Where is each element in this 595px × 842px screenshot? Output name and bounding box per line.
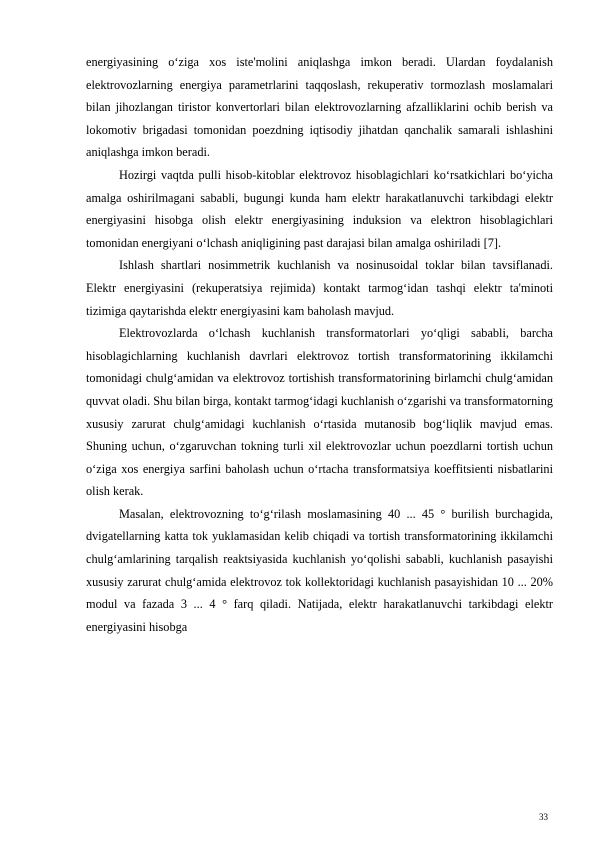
paragraph-3: Ishlash shartlari nosimmetrik kuchlanish va nosinusoidal toklar bilan tavsiflanadi. Elektr energiyasini (rekuperatsiya rejimida) kontakt tarmog‘idan tashqi elektr ta'minoti tizimiga qaytarishda elektr energiyasini kam baholash mavjud. bbox=[86, 258, 553, 318]
document-page bbox=[86, 51, 553, 638]
paragraph-4: Elektrovozlarda o‘lchash kuchlanish transformatorlari yo‘qligi sababli, barcha hisoblagichlarning kuchlanish davrlari elektrovoz tortish transformatorining ikkilamchi tomonidagi chulg‘amidan va elektrovoz tortishish transformatorining birlamchi chulg‘amidan quvvat oladi. Shu bilan birga, kontakt tarmog‘idagi kuchlanish o‘zgarishi va transformatorning xususiy zarurat chulg‘amidagi kuchlanish o‘rtasida mutanosib bog‘liqlik mavjud emas. Shuning uchun, o‘zgaruvchan tokning turli xil elektrovozlar uchun poezdlarni tortish uchun o‘ziga xos energiya sarfini baholash uchun o‘rtacha transformatsiya koeffitsienti nisbatlarini olish kerak. bbox=[86, 326, 553, 499]
paragraph-2: Hozirgi vaqtda pulli hisob-kitoblar elektrovoz hisoblagichlari ko‘rsatkichlari bo‘yicha amalga oshirilmagani sababli, bugungi kunda ham elektr harakatlanuvchi tarkibdagi elektr energiyasini hisobga olish elektr energiyasining induksion va elektron hisoblagichlari tomonidan energiyani o‘lchash aniqligining past darajasi bilan amalga oshiriladi [7]. bbox=[86, 167, 553, 250]
paragraph-1: energiyasining o‘ziga xos iste'molini aniqlashga imkon beradi. Ulardan foydalanish elektrovozlarning energiya parametrlarini taqqoslash, rekuperativ tormozlash moslamalari bilan jihozlangan tiristor konvertorlari bilan elektrovozlarning afzalliklarini ochib berish va lokomotiv brigadasi tomonidan poezdning iqtisodiy jihatdan qanchalik samarali ishlashini aniqlashga imkon beradi. bbox=[86, 55, 553, 160]
page-number: 33 bbox=[539, 812, 548, 822]
paragraph-5: Masalan, elektrovozning to‘g‘rilash moslamasining 40 ... 45 ° burilish burchagida, dvigatellarning katta tok yuklamasidan kelib chiqadi va tortish transformatorining ikkilamchi chulg‘amlarining tarqalish reaktsiyasida kuchlanish yo‘qolishi sababli, kuchlanish pasayishi xususiy zarurat chulg‘amida elektrovoz tok kollektoridagi kuchlanish pasayishidan 10 ... 20% modul va fazada 3 ... 4 ° farq qiladi. Natijada, elektr harakatlanuvchi tarkibdagi elektr energiyasini hisobga bbox=[86, 506, 553, 634]
